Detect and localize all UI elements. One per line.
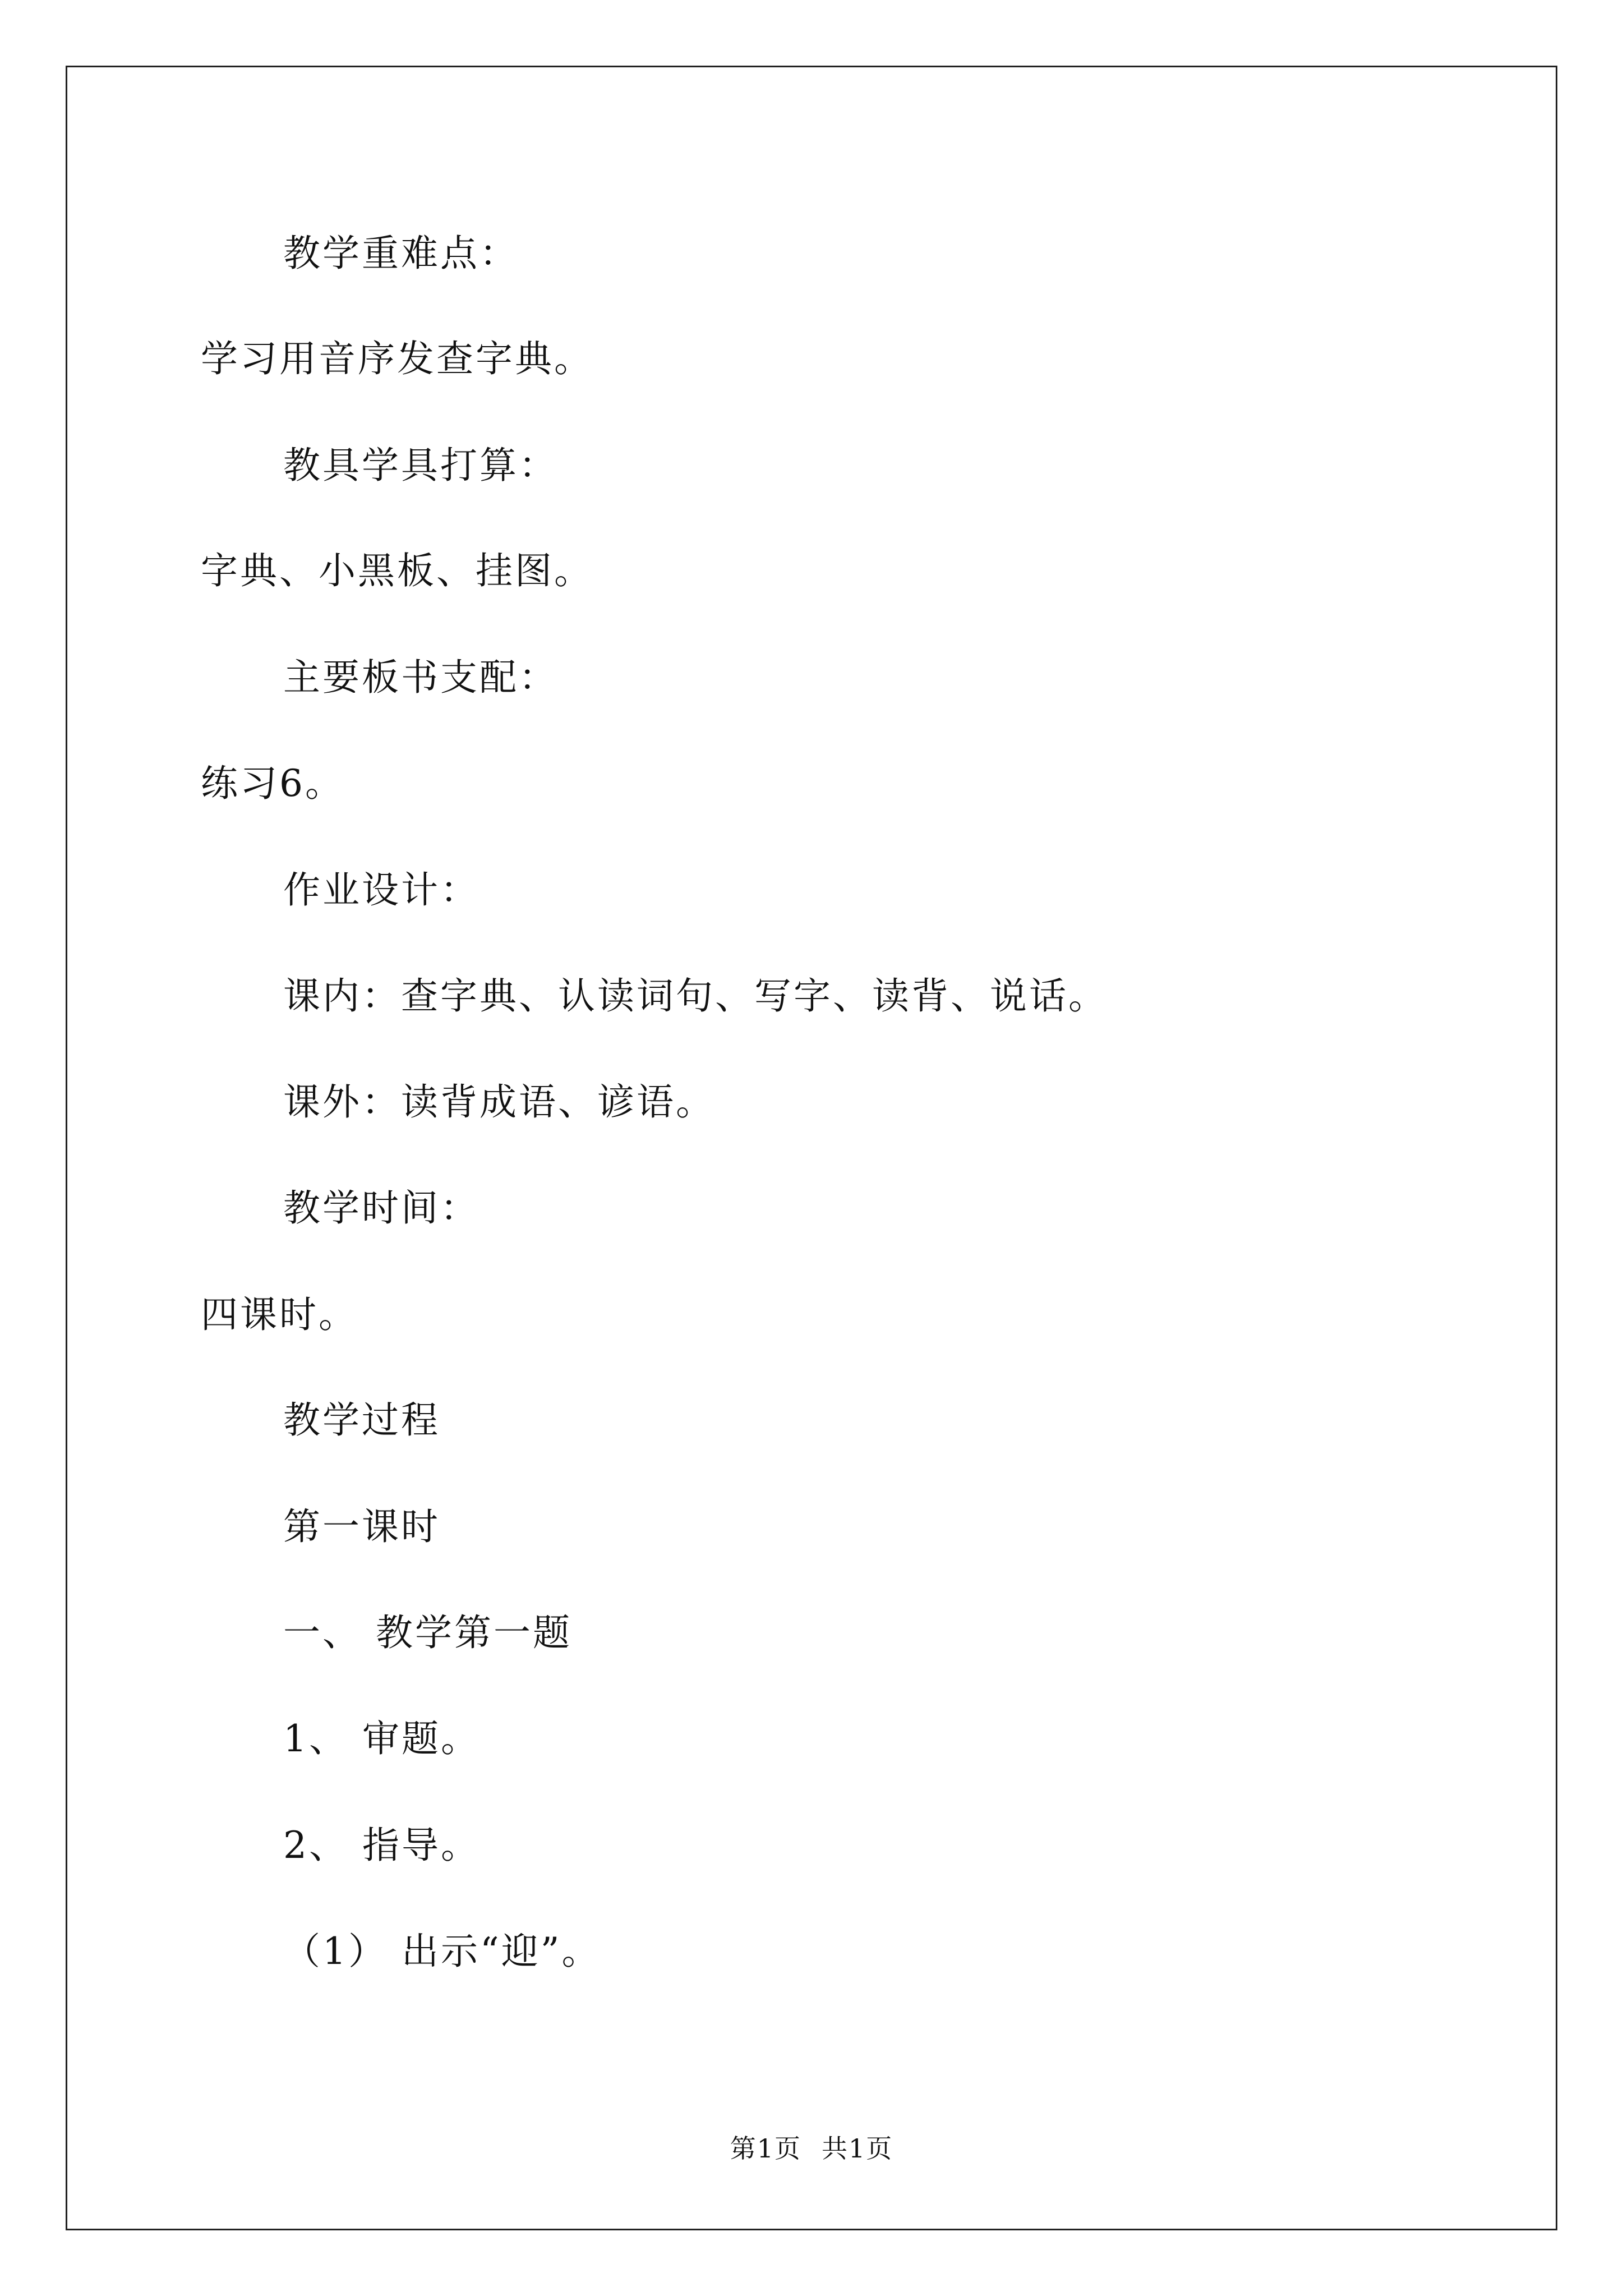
text-line: 教学重难点： — [283, 232, 519, 275]
page-total: 共1页 — [822, 2133, 893, 2164]
text-line: 第一课时 — [283, 1505, 440, 1548]
text-line: 练习6。 — [201, 762, 344, 805]
text-line: 作业设计： — [283, 868, 479, 912]
text-line: 教学时间： — [283, 1186, 479, 1230]
text-line: 教具学具打算： — [283, 444, 558, 487]
text-line: 2、 指导。 — [283, 1824, 480, 1867]
text-line: 教学过程 — [283, 1398, 440, 1442]
text-line: （1） 出示“迎”。 — [283, 1930, 601, 1973]
page-number: 第1页 — [730, 2133, 801, 2164]
text-line: 学习用音序发查字典。 — [201, 337, 593, 380]
page-border — [66, 66, 1557, 2230]
text-line: 课内：查字典、认读词句、写字、读背、说话。 — [283, 974, 1108, 1018]
text-line: 字典、小黑板、挂图。 — [201, 549, 593, 592]
text-line: 课外：读背成语、谚语。 — [283, 1080, 715, 1124]
text-line: 1、 审题。 — [283, 1717, 480, 1760]
page-footer — [0, 2133, 1623, 2164]
text-line: 一、 教学第一题 — [283, 1611, 572, 1654]
text-line: 主要板书支配： — [283, 656, 558, 699]
text-line: 四课时。 — [201, 1293, 358, 1336]
